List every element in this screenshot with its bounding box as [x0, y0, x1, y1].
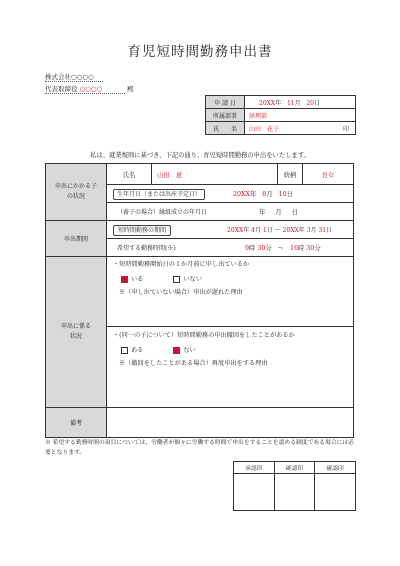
- start-hour-unit: 時: [249, 245, 256, 252]
- period-section-label: 申出期間: [46, 221, 107, 257]
- applicant-name-value: 山田 花子: [249, 125, 280, 133]
- app-day-unit: 日: [313, 99, 320, 107]
- status-section-label: [46, 257, 107, 408]
- birth-label-text: 生年月日（または出産予定日）: [113, 189, 205, 200]
- rep-label: 代表取締役: [45, 85, 78, 93]
- period-label-text: 短時間勤務の期間: [113, 225, 171, 236]
- app-day: 20: [306, 99, 314, 107]
- relation-label: 続柄: [278, 164, 303, 184]
- app-month: 11: [286, 99, 295, 107]
- to-day-unit: 日: [326, 227, 333, 234]
- q1-yes-option[interactable]: [121, 276, 143, 283]
- end-hour-unit: 時: [297, 245, 305, 252]
- checkbox-checked-icon[interactable]: [173, 347, 180, 354]
- from-year-unit: 年: [243, 227, 250, 234]
- adopt-day-unit: 日: [291, 209, 298, 216]
- adopt-label: （養子の場合）縁組成立の年月日: [107, 203, 224, 221]
- stamp-table: [233, 461, 356, 511]
- birth-year: 20XX: [233, 191, 250, 198]
- hours-range[interactable]: [223, 239, 354, 257]
- q1-yes-label: いる: [131, 276, 144, 283]
- to-year-unit: 年: [298, 227, 305, 234]
- q2-yes-option[interactable]: [121, 347, 143, 354]
- addressee-company: [45, 72, 103, 82]
- question-two: ・(同一の子について）短時間勤務の申出撤回をしたことがあるか: [113, 332, 295, 339]
- remarks-label: 備考: [46, 408, 107, 438]
- to-year: 20XX: [282, 227, 299, 234]
- birth-date[interactable]: [223, 185, 354, 203]
- question-one-options: [113, 275, 347, 285]
- app-month-unit: 月: [294, 99, 301, 107]
- period-label: [107, 221, 224, 239]
- status-content: [107, 257, 354, 408]
- intro-text: 私は、就業規則に基づき、下記の通り、育児短時間勤務の申出をいたします。: [90, 152, 310, 159]
- hours-label: 希望する勤務時間(※): [107, 239, 224, 257]
- q1-no-label: いない: [183, 276, 202, 283]
- q2-no-option[interactable]: [173, 347, 195, 354]
- rep-name: ○○○○: [79, 85, 103, 93]
- from-day: 1: [262, 227, 267, 234]
- end-minute: 30: [306, 245, 315, 252]
- start-minute: 30: [257, 245, 266, 252]
- child-name-label: 氏名: [107, 164, 152, 184]
- document-title: 育児短時間勤務申出書: [127, 44, 273, 60]
- company-name: 株式会社○○○○: [45, 73, 94, 81]
- end-minute-unit: 分: [314, 245, 321, 252]
- to-day: 31: [318, 227, 327, 234]
- date-label: 申 請 日: [206, 96, 245, 109]
- q2-yes-label: ある: [131, 347, 144, 354]
- birth-month: 8: [262, 191, 267, 198]
- child-section-label: [46, 164, 107, 221]
- to-month-unit: 月: [310, 227, 317, 234]
- honorific: 殿: [127, 85, 134, 93]
- question-two-options: [113, 346, 347, 356]
- adopt-month-unit: 月: [275, 209, 282, 216]
- stamp-label-check-2: 確認印: [315, 462, 356, 474]
- checkbox-empty-icon[interactable]: [121, 347, 128, 354]
- start-minute-unit: 分: [265, 245, 272, 252]
- question-two-note: ※（撤回をしたことがある場合）再度申出をする理由: [119, 360, 268, 367]
- from-year: 20XX: [227, 227, 244, 234]
- applicant-name[interactable]: [245, 122, 356, 135]
- birth-label: [107, 185, 224, 203]
- question-one: ・短時間勤務開始日の１か月前に申し出ているか: [113, 261, 250, 268]
- q1-no-option[interactable]: [173, 276, 202, 283]
- child-name[interactable]: 山田 恵: [152, 164, 278, 184]
- adopt-date[interactable]: [223, 203, 354, 221]
- from-month: 4: [251, 227, 255, 234]
- to-month: 3: [306, 227, 311, 234]
- start-hour: 9: [245, 245, 250, 252]
- period-tilde: ～: [274, 227, 281, 234]
- checkbox-empty-icon[interactable]: [173, 276, 180, 283]
- relation-value[interactable]: 長女: [321, 171, 335, 179]
- from-month-unit: 月: [254, 227, 261, 234]
- adopt-year-unit: 年: [259, 209, 266, 216]
- stamp-label-approval: 承認印: [234, 462, 275, 474]
- end-hour: 16: [289, 245, 298, 252]
- addressee-representative: [45, 84, 134, 94]
- applicant-table: [205, 95, 356, 135]
- app-year-unit: 年: [275, 99, 282, 107]
- seal-mark: 印: [342, 125, 349, 133]
- name-label: 氏 名: [206, 122, 245, 135]
- footnote: ※ 希望する勤務時間の項目については、労働者が個々に労働する時間で申出をすることを認める制度である場合には必要となります。: [45, 440, 354, 456]
- child-section-text: 申出にかかる子の状況: [54, 183, 97, 200]
- dept-value[interactable]: 経理部: [245, 109, 356, 122]
- application-date[interactable]: [245, 96, 356, 109]
- stamp-box-check-2[interactable]: [315, 474, 356, 511]
- stamp-box-approval[interactable]: [234, 474, 275, 511]
- birth-day: 10: [278, 191, 287, 198]
- remarks-field[interactable]: [107, 408, 354, 438]
- dept-label: 所属部署: [206, 109, 245, 122]
- hours-tilde: ～: [277, 245, 284, 252]
- period-range[interactable]: [223, 221, 354, 239]
- question-one-note: ※（申し出ていない場合）申出が遅れた理由: [119, 289, 243, 296]
- birth-day-unit: 日: [286, 191, 293, 198]
- birth-month-unit: 月: [266, 191, 273, 198]
- app-year: 20XX: [259, 99, 276, 107]
- stamp-label-check-1: 確認印: [274, 462, 315, 474]
- request-table: [45, 163, 354, 438]
- from-day-unit: 日: [266, 227, 273, 234]
- stamp-box-check-1[interactable]: [274, 474, 315, 511]
- checkbox-checked-icon[interactable]: [121, 276, 128, 283]
- birth-year-unit: 年: [249, 191, 257, 198]
- q2-no-label: ない: [183, 347, 196, 354]
- status-section-text: 申出に係る状況: [60, 323, 91, 340]
